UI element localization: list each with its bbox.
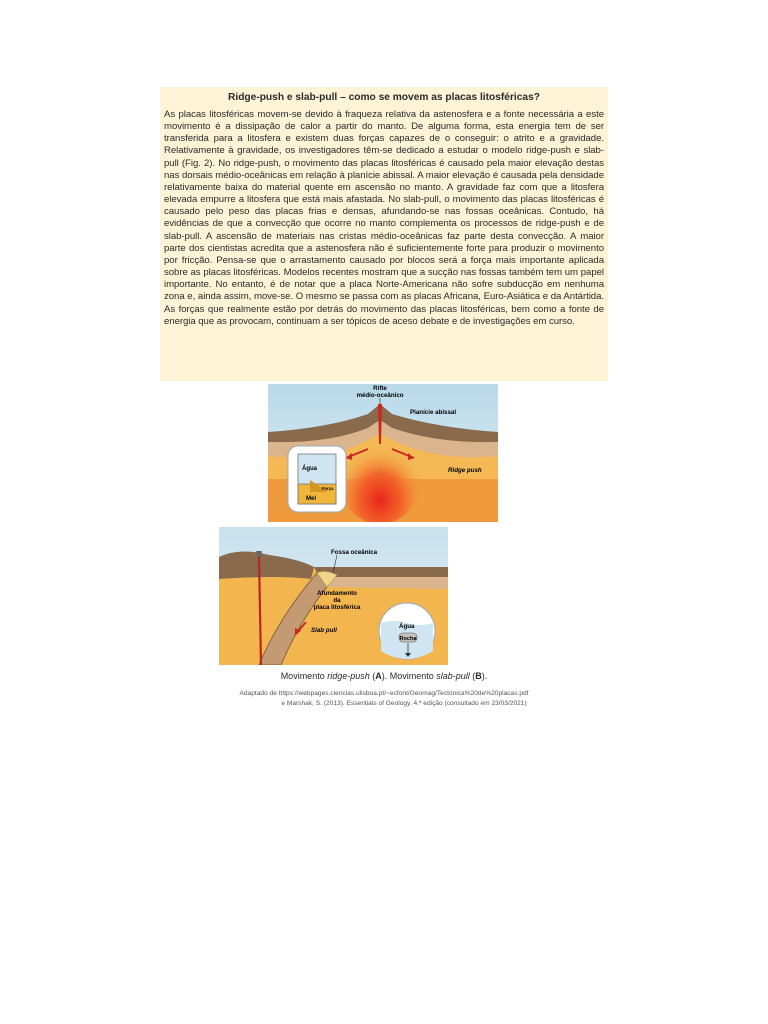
honey-label: Mel <box>306 496 317 502</box>
slab-pull-label: Slab pull <box>311 627 337 634</box>
sink-label-2: da <box>333 597 341 604</box>
sink-label-3: placa litosférica <box>313 604 361 611</box>
sink-label-1: Afundamento <box>317 590 357 597</box>
figure-ridge-push <box>268 384 498 522</box>
figure-slab-pull <box>219 527 448 665</box>
trench-label: Fossa oceânica <box>331 549 378 556</box>
rift-label-2: médio-oceânico <box>356 392 404 399</box>
info-box <box>160 87 608 381</box>
box-text: As placas litosféricas movem-se devido à fraqueza relativa da astenosfera e a fonte necessária a este movimento é a dissipação de calor a partir do manto. De alguma forma, esta energia tem de ser transferida para a litosfera e existem duas forças capazes de o conseguir: o atrito e a gravidade. Relativamente à gravidade, os investigadores têm-se dedicado a estudar o modelo ridge-push e slab-pull (Fig. 2). No ridge-push, o movimento das placas litosféricas é causado pela maior elevação destas nas dorsais médio-oceânicas em relação à planície abissal. A maior elevação é causada pela densidade relativamente baixa do material quente em ascensão no manto. A gravidade faz com que a litosfera elevada empurre a litosfera que está mais afastada. No slab-pull, o movimento das placas litosféricas é causado pelo peso das placas frias e densas, afundando-se nas fossas oceânicas. Contudo, há evidências de que a convecção que ocorre no manto complementa os processos de ridge-push e de slab-pull. A ascensão de materiais nas cristas médio-oceânicas faz parte desta convecção. A maior parte dos cientistas acredita que a astenosfera não é suficientemente forte para produzir o movimento por fricção. Pensa-se que o arrastamento causado por blocos será a força mais importante aplicada sobre as placas litosféricas. Modelos recentes mostram que a sucção nas fossas também tem um papel importante. No entanto, é de notar que a placa Norte-Americana não sofre subducção em nenhuma zona e, ainda assim, move-se. O mesmo se passa com as placas Africana, Euro-Asiática e da Antártida. As forças que realmente estão por detrás do movimento das placas litosféricas, bem como a fonte de energia que as provocam, continuam a ser tópicos de aceso debate e de investigações em curso. <box>164 109 604 327</box>
water-honey-inset <box>288 446 346 512</box>
source-line-1: Adaptado de https://webpages.ciencias.ulisboa.pt/~ecfont/Geomag/Tectónica%20de%20placas.pdf <box>239 690 529 697</box>
water-rock-inset <box>379 603 435 659</box>
figure-caption: Movimento ridge-push (A). Movimento slab-pull (B). <box>280 671 488 681</box>
force-label: Força <box>322 486 334 491</box>
source-line-2: e Marshak, S. (2013). Essentials of Geology. 4.ª edição (consultado em 23/03/2021) <box>281 700 527 707</box>
rock-label: Rocha <box>399 636 417 642</box>
box-title: Ridge-push e slab-pull – como se movem as placas litosféricas? <box>228 92 540 103</box>
rift-label: Rifte <box>373 385 387 392</box>
ridge-push-label: Ridge push <box>448 467 482 474</box>
plain-label: Planície abissal <box>410 409 457 416</box>
water-label-b: Água <box>399 623 415 630</box>
water-label: Água <box>302 466 317 472</box>
